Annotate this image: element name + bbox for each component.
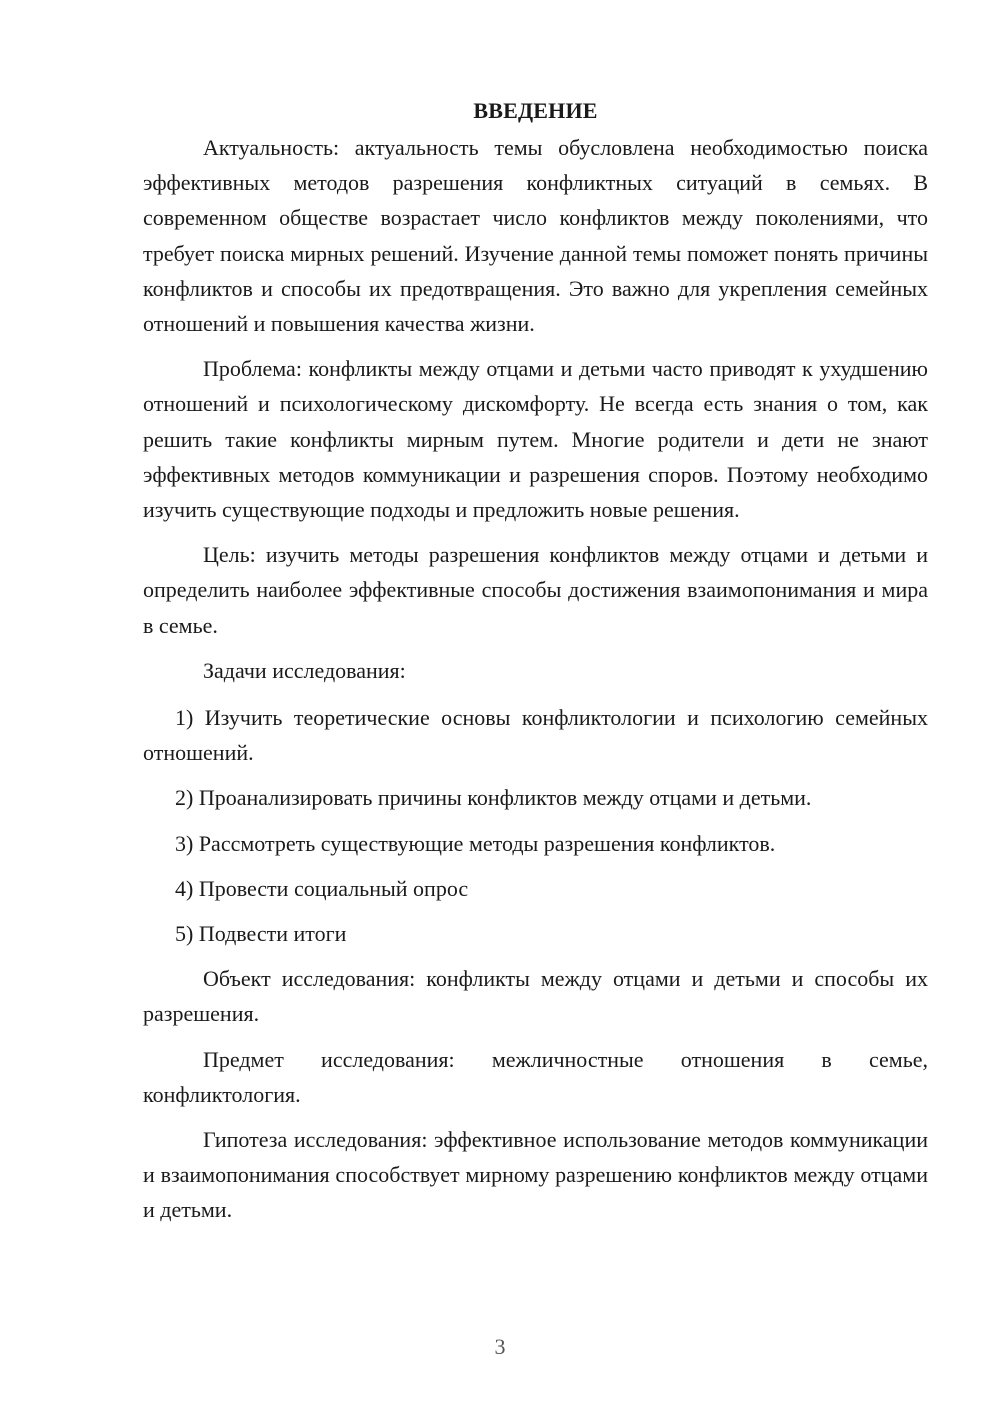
document-page	[143, 96, 928, 1238]
task-item: 4) Провести социальный опрос	[175, 875, 469, 901]
paragraph-object: Объект исследования: конфликты между отцами и детьми и способы их разрешения.	[143, 966, 928, 1027]
paragraph-hypothesis: Гипотеза исследования: эффективное использование методов коммуникации и взаимопонимания способствует мирному разрешению конфликтов между отцами и детьми.	[143, 1127, 928, 1223]
task-item: 3) Рассмотреть существующие методы разрешения конфликтов.	[175, 830, 776, 856]
paragraph-relevance: Актуальность: актуальность темы обусловлена необходимостью поиска эффективных методов разрешения конфликтных ситуаций в семьях. В современном обществе возрастает число конфликтов между поколениями, что требует поиска мирных решений. Изучение данной темы поможет понять причины конфликтов и способы их предотвращения. Это важно для укрепления семейных отношений и повышения качества жизни.	[143, 135, 928, 337]
task-item: 2) Проанализировать причины конфликтов между отцами и детьми.	[175, 785, 812, 811]
paragraph-goal: Цель: изучить методы разрешения конфликтов между отцами и детьми и определить наиболее эффективные способы достижения взаимопонимания и мира в семье.	[143, 542, 928, 638]
page-number: 3	[494, 1334, 506, 1359]
page-title: ВВЕДЕНИЕ	[473, 98, 598, 123]
task-item: 5) Подвести итоги	[175, 921, 347, 947]
tasks-heading: Задачи исследования:	[203, 657, 406, 683]
paragraph-subject: Предмет исследования: межличностные отношения в семье, конфликтология.	[143, 1046, 928, 1107]
task-item: 1) Изучить теоретические основы конфликтологии и психологию семейных отношений.	[143, 705, 928, 766]
paragraph-problem: Проблема: конфликты между отцами и детьми часто приводят к ухудшению отношений и психологическому дискомфорту. Не всегда есть знания о том, как решить такие конфликты мирным путем. Многие родители и дети не знают эффективных методов коммуникации и разрешения споров. Поэтому необходимо изучить существующие подходы и предложить новые решения.	[143, 356, 928, 523]
tasks-list	[143, 700, 928, 951]
